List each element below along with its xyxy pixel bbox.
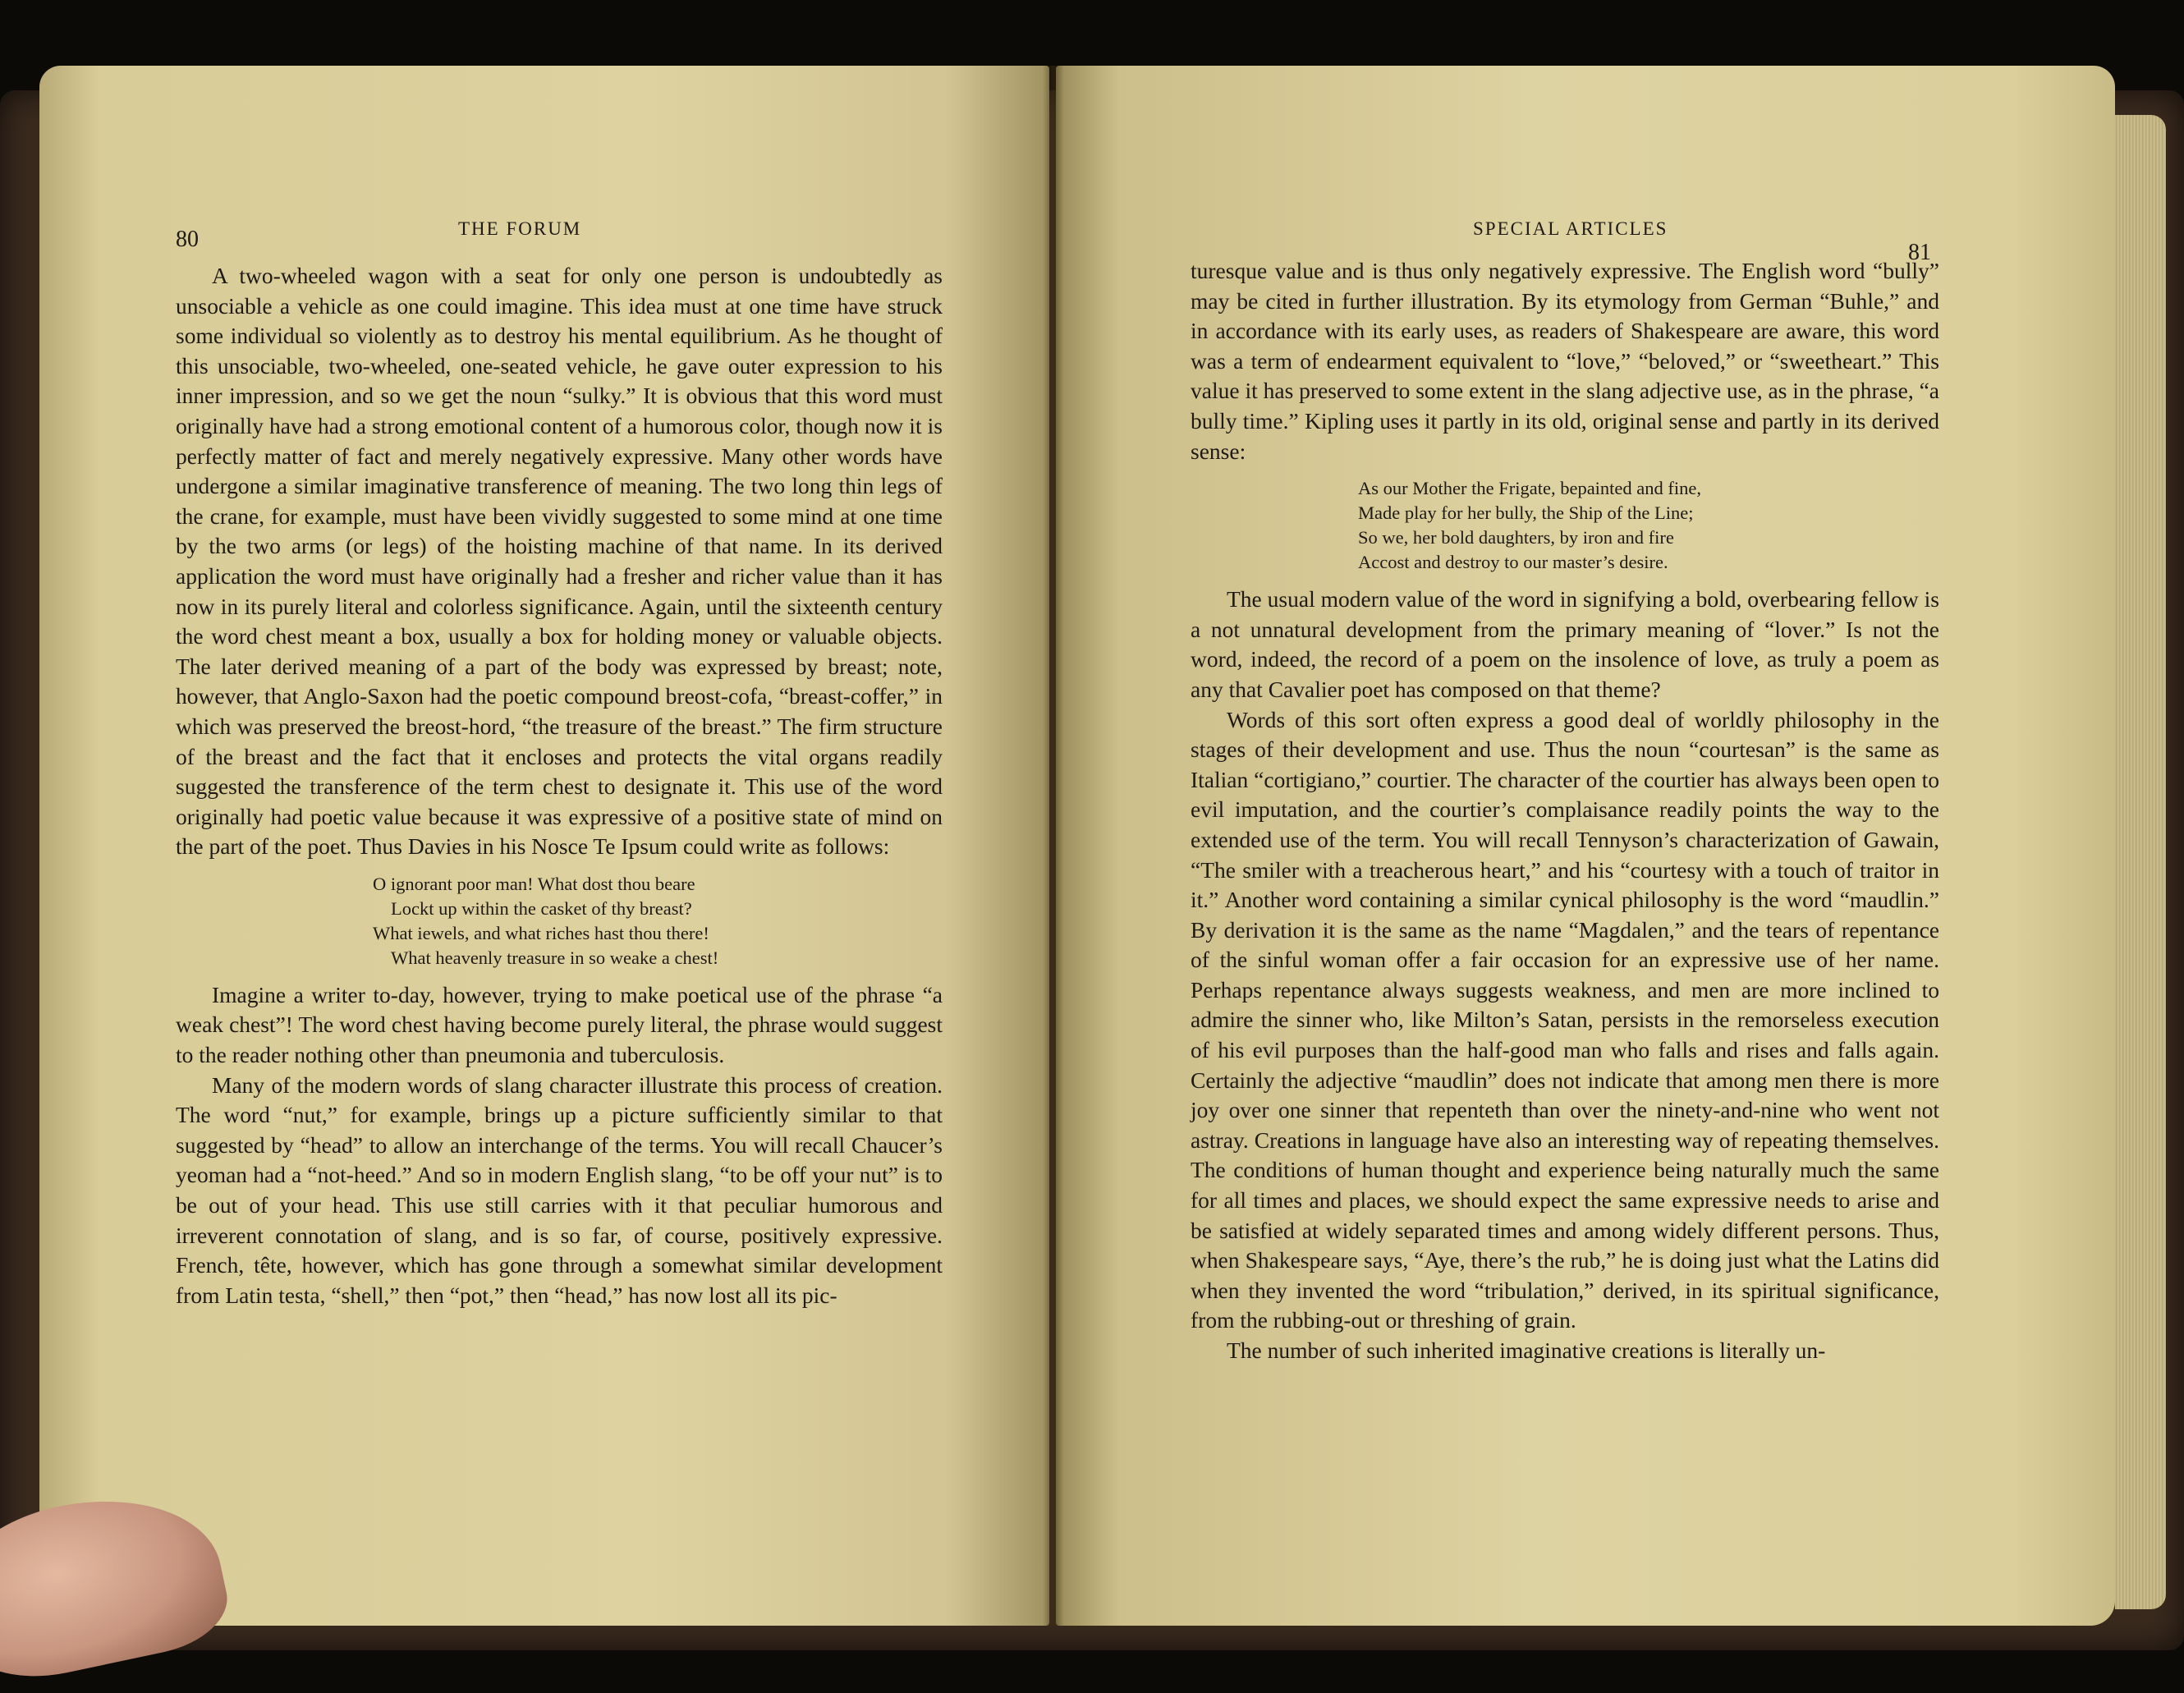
poem-line: Made play for her bully, the Ship of the Line;: [1358, 502, 1694, 524]
paragraph: Many of the modern words of slang character illustrate this process of creation. The word “nut,” for example, brings up a picture sufficiently similar to that suggested by “head” to allow an interchange of the terms. You will recall Chaucer’s yeoman had a “not-heed.” And so in modern English slang, “to be off your nut” is to be out of your head. This use still carries with it that peculiar humorous and irreverent connotation of slang, and is so far, of course, positively expressive. French, tête, however, which has gone through a somewhat similar development from Latin testa, “shell,” then “pot,” then “head,” has now lost all its pic-: [176, 1071, 943, 1308]
poem-line: So we, her bold daughters, by iron and fire: [1358, 527, 1674, 548]
paragraph: Words of this sort often express a good deal of worldly philosophy in the stages of their development and use. Thus the noun “courtesan” is the same as Italian “cortigiano,” courtier. The character of the courtier has always been open to evil imputation, and the courtier’s complaisance readily points the way to the extended use of the term. You will recall Tennyson’s characterization of Gawain, “The smiler with a treacherous heart,” and his “courtesy with a touch of traitor in it.” Another word containing a similar cynical philosophy is the word “maudlin.” By derivation it is the same as the name “Magdalen,” and the tears of repentance of the sinful woman offer a fair occasion for an expressive use of her name. Perhaps repentance always suggests weakness, and men are more inclined to admire the sinner who, like Milton’s Satan, persists in the remorseless execution of his evil purposes than the half-good man who falls and rises and falls again. Certainly the adjective “maudlin” does not indicate that among men there is more joy over one sinner that repenteth than over the ninety-and-nine who went not astray. Creations in language have also an interesting way of repeating themselves. The conditions of human thought and experience being naturally much the same for all times and places, we should expect the same expressive needs to arise and be satisfied at widely separated times and among widely different persons. Thus, when Shakespeare says, “Aye, there’s the rub,” he is doing just what the Latins did when they invented the word “tribulation,” derived, in its spiritual significance, from the rubbing-out or threshing of grain.: [1191, 706, 1939, 1333]
page-number: 81: [1908, 240, 1931, 265]
book-gutter: [1043, 66, 1064, 1626]
poem-quote: [176, 872, 943, 970]
poem-line: Accost and destroy to our master’s desire.: [1358, 552, 1668, 573]
right-page: [1056, 66, 2115, 1626]
right-page-body: [1191, 256, 1939, 1366]
poem-line: Lockt up within the casket of thy breast?: [391, 897, 692, 919]
paragraph: turesque value and is thus only negatively expressive. The English word “bully” may be cited in further illustration. By its etymology from German “Buhle,” and in accordance with its early uses, as readers of Shakespeare are aware, this word was a term of endearment equivalent to “love,” “beloved,” or “sweetheart.” This value it has preserved to some extent in the slang adjective use, as in the phrase, “a bully time.” Kipling uses it partly in its old, original sense and partly in its derived sense:: [1191, 258, 1939, 464]
poem-line: What iewels, and what riches hast thou there!: [373, 922, 709, 943]
poem-line: As our Mother the Frigate, bepainted and fine,: [1358, 478, 1702, 499]
page-edges: [2115, 115, 2166, 1609]
poem-line: O ignorant poor man! What dost thou beare: [373, 873, 695, 894]
poem-quote: [1191, 476, 1939, 575]
left-page-body: [176, 261, 943, 1310]
left-page: [39, 66, 1049, 1626]
page-number: 80: [176, 227, 199, 252]
paragraph: The number of such inherited imaginative creations is literally un-: [1227, 1337, 1826, 1363]
paragraph: The usual modern value of the word in signifying a bold, overbearing fellow is a not unnatural development from the primary meaning of “lover.” Is not the word, indeed, the record of a poem on the insolence of love, as truly a poem as any that Cavalier poet has composed on that theme?: [1191, 586, 1939, 702]
running-head: SPECIAL ARTICLES: [1473, 218, 1668, 239]
paragraph: Imagine a writer to-day, however, trying to make poetical use of the phrase “a weak chest”! The word chest having become purely literal, the phrase would suggest to the reader nothing other than pneumonia and tuberculosis.: [176, 981, 943, 1068]
poem-line: What heavenly treasure in so weake a chest!: [391, 947, 719, 968]
running-head: THE FORUM: [458, 218, 582, 239]
paragraph: A two-wheeled wagon with a seat for only one person is undoubtedly as unsociable a vehicle as one could imagine. This idea must at one time have struck some individual so violently as to destroy his mental equilibrium. As he thought of this unsociable, two-wheeled, one-seated vehicle, he gave outer expression to his inner impression, and so we get the noun “sulky.” It is obvious that this word must originally have had a strong emotional content of a humorous color, though now it is perfectly matter of fact and merely negatively expressive. Many other words have undergone a similar imaginative transference of meaning. The two long thin legs of the crane, for example, must have been vividly suggested to some mind at one time by the two arms (or legs) of the hoisting machine of that name. In its derived application the word must have originally had a fresher and richer value than it has now in its purely literal and colorless significance. Again, until the sixteenth century the word chest meant a box, usually a box for holding money or valuable objects. The later derived meaning of a part of the body was expressed by breast; note, however, that Anglo-Saxon had the poetic compound breost-cofa, “breast-coffer,” in which was preserved the breost-hord, “the treasure of the breast.” The firm structure of the breast and the fact that it encloses and protects the vital organs readily suggested the transference of the term chest to designate it. This use of the word originally had poetic value because it was expressive of a positive state of mind on the part of the poet. Thus Davies in his Nosce Te Ipsum could write as follows:: [176, 263, 943, 860]
